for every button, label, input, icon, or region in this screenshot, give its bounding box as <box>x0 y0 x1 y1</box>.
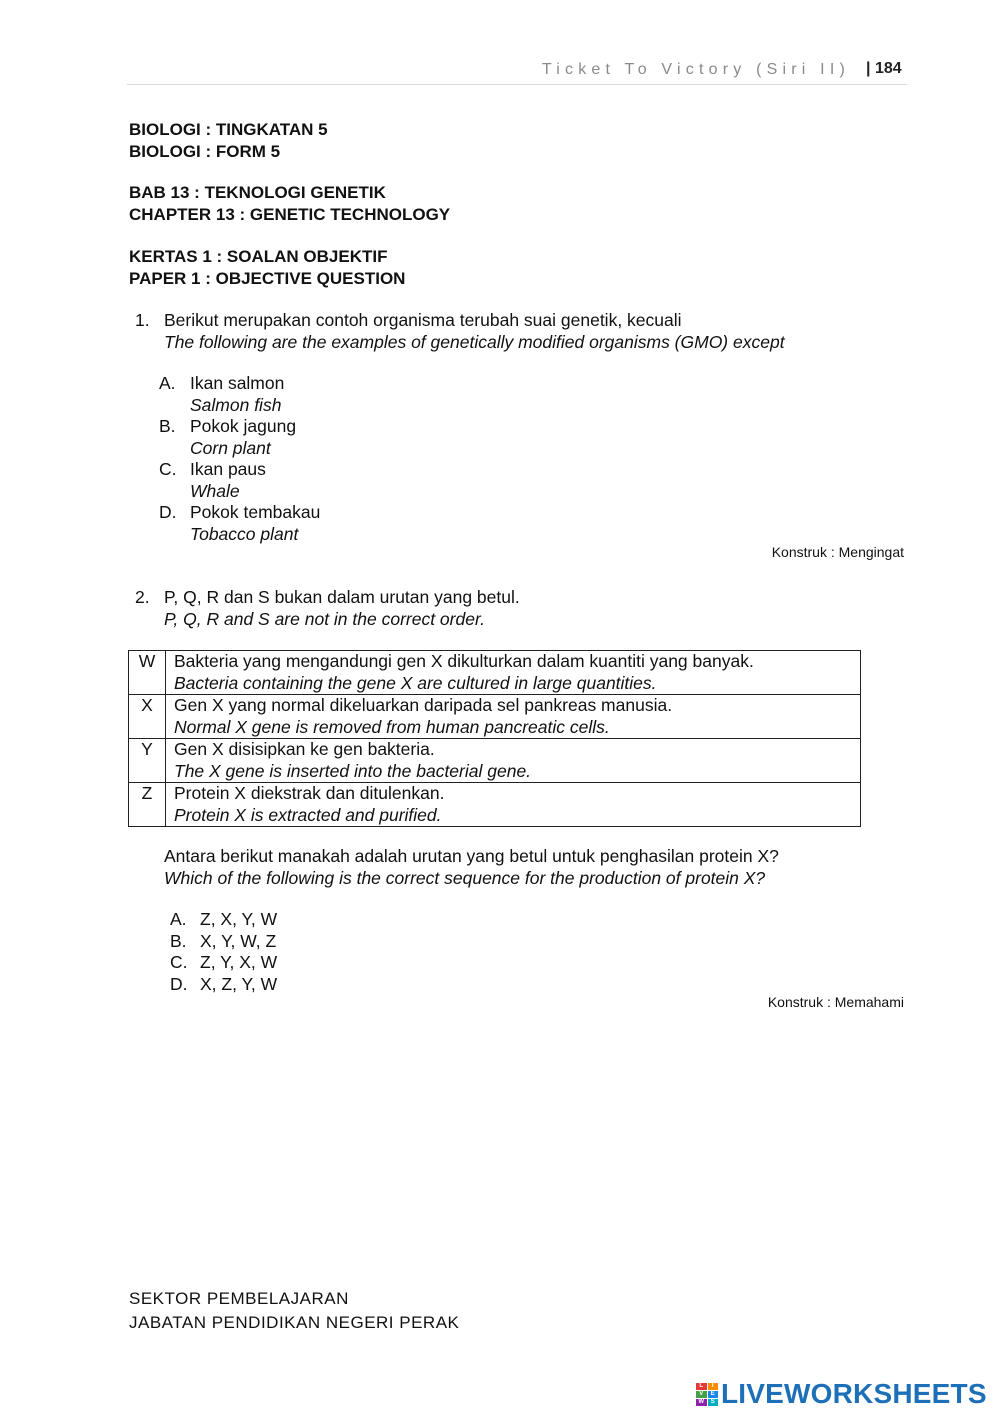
option-ms: Pokok tembakau <box>190 502 321 522</box>
q1-options <box>159 373 320 545</box>
q1-option-a[interactable] <box>159 373 320 416</box>
row-label: W <box>129 651 166 695</box>
logo-text: LIVEWORKSHEETS <box>721 1378 987 1409</box>
q2-question-en: Which of the following is the correct sequence for the production of protein X? <box>164 867 766 888</box>
chapter-ms: BAB 13 : TEKNOLOGI GENETIK <box>129 183 386 202</box>
q2-option-c[interactable] <box>170 952 277 974</box>
option-value: Z, X, Y, W <box>200 909 278 929</box>
table-row <box>129 739 861 783</box>
row-text-ms: Gen X yang normal dikeluarkan daripada sel pankreas manusia. <box>174 695 673 715</box>
page-number-value: 184 <box>874 60 902 77</box>
option-value: X, Y, W, Z <box>200 930 277 951</box>
paper-en: PAPER 1 : OBJECTIVE QUESTION <box>129 268 406 288</box>
q2-number: 2. <box>135 587 150 607</box>
option-en: Salmon fish <box>190 394 282 415</box>
table-row <box>129 783 861 827</box>
q2-konstruk: Konstruk : Memahami <box>767 994 904 1010</box>
q2-stem <box>164 587 520 630</box>
footer <box>129 1287 459 1335</box>
q2-option-d[interactable] <box>170 974 277 996</box>
chapter-en: CHAPTER 13 : GENETIC TECHNOLOGY <box>129 204 451 224</box>
table-row <box>129 651 861 695</box>
option-en: Corn plant <box>190 437 271 458</box>
liveworksheets-logo[interactable] <box>696 1376 987 1412</box>
steps-table <box>128 650 861 827</box>
row-text-ms: Bakteria yang mengandungi gen X dikulturkan dalam kuantiti yang banyak. <box>174 651 754 671</box>
row-text-en: The X gene is inserted into the bacterial gene. <box>174 760 532 781</box>
option-letter: B. <box>170 930 187 951</box>
q2-text-en: P, Q, R and S are not in the correct order. <box>164 608 485 629</box>
option-letter: C. <box>170 952 188 972</box>
option-en: Whale <box>190 480 240 501</box>
row-text-en: Bacteria containing the gene X are cultured in large quantities. <box>174 672 657 693</box>
option-letter: B. <box>159 416 176 436</box>
option-letter: A. <box>170 909 187 929</box>
row-text <box>166 739 861 783</box>
q2-question-ms: Antara berikut manakah adalah urutan yang betul untuk penghasilan protein X? <box>164 846 779 866</box>
logo-icon: L I V E W S <box>696 1383 718 1405</box>
q1-number: 1. <box>135 310 150 330</box>
q2-text-ms: P, Q, R dan S bukan dalam urutan yang betul. <box>164 587 520 607</box>
q2-options <box>170 909 277 995</box>
q1-text-en: The following are the examples of genetically modified organisms (GMO) except <box>164 331 785 352</box>
q1-konstruk: Konstruk : Mengingat <box>771 544 904 560</box>
option-letter: D. <box>170 973 188 994</box>
paper-heading <box>129 246 405 289</box>
table-row <box>129 695 861 739</box>
q1-text-ms: Berikut merupakan contoh organisma terubah suai genetik, kecuali <box>164 310 682 330</box>
chapter-heading <box>129 182 450 225</box>
option-value: Z, Y, X, W <box>200 952 278 972</box>
heading-ms: BIOLOGI : TINGKATAN 5 <box>129 120 328 139</box>
row-text <box>166 783 861 827</box>
row-text <box>166 651 861 695</box>
header-separator: | <box>866 60 871 77</box>
option-ms: Pokok jagung <box>190 416 297 436</box>
q1-option-d[interactable] <box>159 502 320 545</box>
row-text-en: Normal X gene is removed from human pancreatic cells. <box>174 716 610 737</box>
row-label: Y <box>129 739 166 783</box>
row-text-ms: Protein X diekstrak dan ditulenkan. <box>174 783 445 803</box>
q2-option-b[interactable] <box>170 931 277 953</box>
option-ms: Ikan paus <box>190 459 266 479</box>
option-value: X, Z, Y, W <box>200 973 278 994</box>
header-divider <box>127 84 907 85</box>
option-ms: Ikan salmon <box>190 373 285 393</box>
option-letter: C. <box>159 459 177 479</box>
option-en: Tobacco plant <box>190 523 299 544</box>
row-label: X <box>129 695 166 739</box>
row-label: Z <box>129 783 166 827</box>
q1-option-c[interactable] <box>159 459 320 502</box>
footer-line-1: SEKTOR PEMBELAJARAN <box>129 1289 349 1308</box>
q1-stem <box>164 310 785 353</box>
heading-en: BIOLOGI : FORM 5 <box>129 141 281 161</box>
page-number <box>866 60 902 78</box>
row-text-en: Protein X is extracted and purified. <box>174 804 442 825</box>
subject-heading <box>129 119 328 162</box>
footer-line-2: JABATAN PENDIDIKAN NEGERI PERAK <box>129 1313 460 1332</box>
header-title: Ticket To Victory (Siri II) <box>541 61 850 78</box>
q2-question <box>164 846 779 889</box>
row-text-ms: Gen X disisipkan ke gen bakteria. <box>174 739 435 759</box>
option-letter: D. <box>159 502 177 522</box>
option-letter: A. <box>159 373 176 393</box>
paper-ms: KERTAS 1 : SOALAN OBJEKTIF <box>129 247 388 266</box>
q2-option-a[interactable] <box>170 909 277 931</box>
q1-option-b[interactable] <box>159 416 320 459</box>
row-text <box>166 695 861 739</box>
